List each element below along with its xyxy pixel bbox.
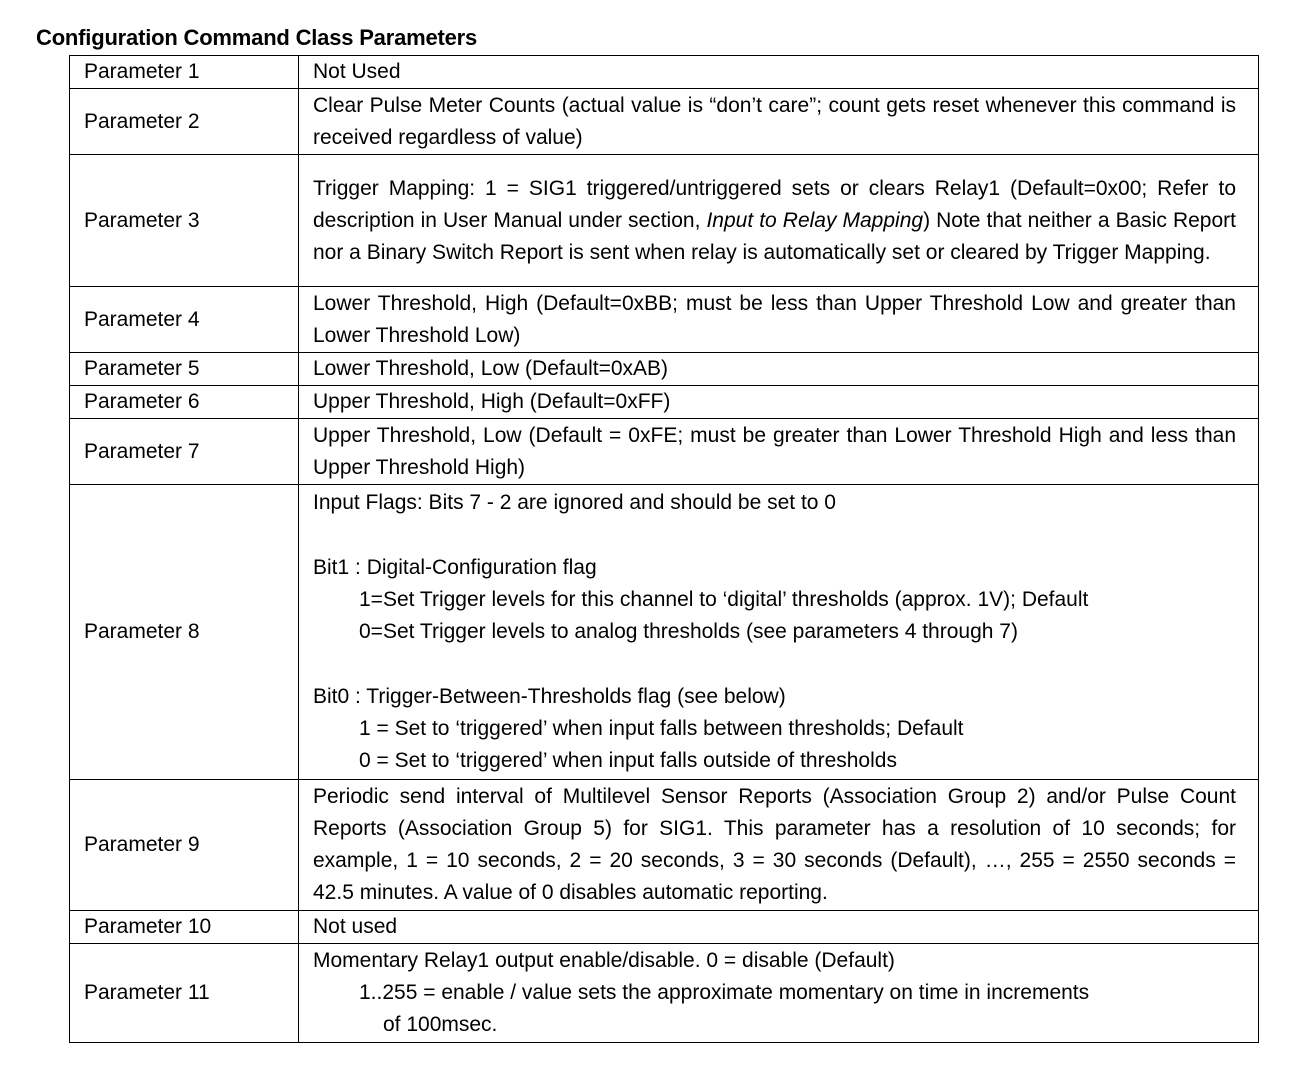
bit0-option-0: 0 = Set to ‘triggered’ when input falls outside of thresholds: [359, 749, 897, 772]
parameter-name: Parameter 6: [70, 386, 299, 419]
parameter-description: Not used: [299, 911, 1259, 944]
parameter-name: Parameter 2: [70, 89, 299, 155]
table-row: [70, 386, 1259, 419]
table-row: [70, 485, 1259, 780]
table-row: [70, 287, 1259, 353]
page-title: Configuration Command Class Parameters: [36, 25, 478, 50]
parameter-name: Parameter 4: [70, 287, 299, 353]
parameter-description: Upper Threshold, Low (Default = 0xFE; must be greater than Lower Threshold High and less than Upper Threshold High): [299, 419, 1259, 485]
table-row: [70, 56, 1259, 89]
momentary-relay-increment-line: of 100msec.: [383, 1013, 498, 1036]
spacer: [313, 519, 1236, 552]
parameter-description: Not Used: [299, 56, 1259, 89]
bit1-title: Bit1 : Digital-Configuration flag: [313, 556, 597, 579]
table-row: [70, 89, 1259, 155]
parameter-name: Parameter 1: [70, 56, 299, 89]
parameter-name: Parameter 5: [70, 353, 299, 386]
description-text: ) Note that neither a Basic Report nor a Binary Switch Report is sent when relay is automatically set or cleared by Trigger Mapping.: [313, 208, 1236, 264]
table-row: [70, 353, 1259, 386]
table-row: [70, 419, 1259, 485]
parameter-name: Parameter 9: [70, 780, 299, 911]
parameter-description: [299, 944, 1259, 1043]
parameter-description: Clear Pulse Meter Counts (actual value is “don’t care”; count gets reset whenever this command is received regardless of value): [299, 89, 1259, 155]
manual-section-reference: Input to Relay Mapping: [706, 208, 924, 232]
bit1-option-0: 0=Set Trigger levels to analog thresholds (see parameters 4 through 7): [359, 620, 1018, 643]
description-text: Trigger Mapping: 1 = SIG1 triggered/untriggered sets or clears Relay1 (Default=0x00; Refer to description in User Manual under section,: [313, 176, 1236, 232]
parameters-table: [69, 55, 1259, 1043]
parameter-description: Lower Threshold, High (Default=0xBB; must be less than Upper Threshold Low and greater than Lower Threshold Low): [299, 287, 1259, 353]
spacer: [313, 648, 1236, 681]
momentary-relay-line: Momentary Relay1 output enable/disable. 0 = disable (Default): [313, 949, 895, 972]
parameter-name: Parameter 10: [70, 911, 299, 944]
input-flags-intro: Input Flags: Bits 7 - 2 are ignored and should be set to 0: [313, 491, 836, 514]
parameter-name: Parameter 3: [70, 155, 299, 287]
bit0-option-1: 1 = Set to ‘triggered’ when input falls between thresholds; Default: [359, 717, 964, 740]
parameter-name: Parameter 11: [70, 944, 299, 1043]
parameter-description: [299, 155, 1259, 287]
table-row: [70, 780, 1259, 911]
momentary-relay-range-line: 1..255 = enable / value sets the approximate momentary on time in increments: [359, 981, 1090, 1004]
parameter-name: Parameter 7: [70, 419, 299, 485]
parameter-description: Periodic send interval of Multilevel Sensor Reports (Association Group 2) and/or Pulse Count Reports (Association Group 5) for SIG1. This parameter has a resolution of 10 seconds; for example, 1 = 10 seconds, 2 = 20 seconds, 3 = 30 seconds (Default), …, 255 = 2550 seconds = 42.5 minutes. A value of 0 disables automatic reporting.: [299, 780, 1259, 911]
parameter-description: Upper Threshold, High (Default=0xFF): [299, 386, 1259, 419]
table-row: [70, 944, 1259, 1043]
parameter-description: [299, 485, 1259, 780]
table-row: [70, 911, 1259, 944]
bit1-option-1: 1=Set Trigger levels for this channel to ‘digital’ thresholds (approx. 1V); Default: [359, 588, 1089, 611]
parameter-name: Parameter 8: [70, 485, 299, 780]
table-row: [70, 155, 1259, 287]
bit0-title: Bit0 : Trigger-Between-Thresholds flag (see below): [313, 685, 786, 708]
parameter-description: Lower Threshold, Low (Default=0xAB): [299, 353, 1259, 386]
